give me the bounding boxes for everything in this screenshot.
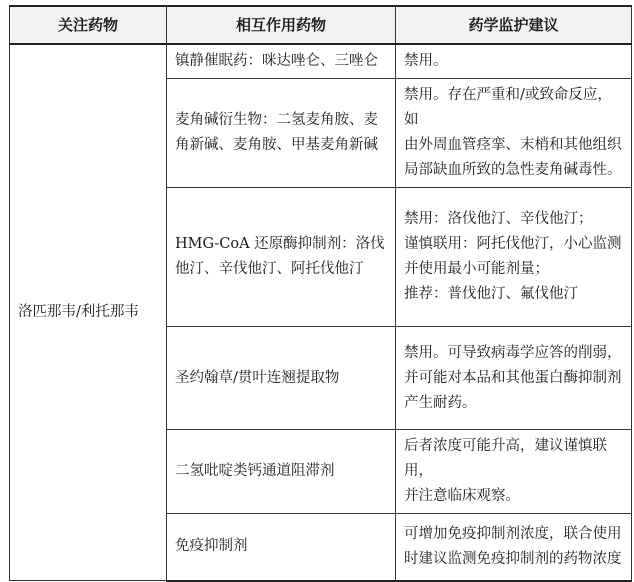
interacting-text: 麦角碱衍生物：二氢麦角胺、麦 bbox=[175, 112, 378, 128]
advice-text: 禁用：洛伐他汀、辛伐他汀； bbox=[404, 211, 593, 227]
advice-cell bbox=[396, 327, 632, 430]
advice-cell bbox=[396, 188, 632, 327]
advice-text: 推荐：普伐他汀、氟伐他汀 bbox=[404, 286, 578, 302]
interacting-text: 圣约翰草/贯叶连翘提取物 bbox=[175, 369, 340, 386]
table-header-row bbox=[10, 6, 632, 44]
interacting-drug-cell bbox=[167, 188, 396, 327]
interacting-drug-cell bbox=[167, 514, 396, 581]
advice-cell bbox=[396, 514, 632, 581]
interacting-text: 他汀、辛伐他汀、阿托伐他汀 bbox=[175, 261, 364, 277]
header-focus-drug: 关注药物 bbox=[10, 6, 167, 44]
table-row bbox=[10, 44, 632, 79]
header-interacting-drug: 相互作用药物 bbox=[167, 6, 396, 44]
advice-text: 并使用最小可能剂量； bbox=[404, 261, 549, 277]
advice-text: 禁用。 bbox=[404, 53, 448, 69]
focus-drug-name: 洛匹那韦/利托那韦 bbox=[18, 304, 139, 320]
advice-text: 由外周血管痉挛、末梢和其他组织 bbox=[404, 137, 622, 153]
interacting-drug-cell bbox=[167, 44, 396, 79]
focus-drug-cell bbox=[10, 44, 167, 581]
advice-text: 产生耐药。 bbox=[404, 394, 477, 411]
interacting-text: 角新碱、麦角胺、甲基麦角新碱 bbox=[175, 137, 378, 153]
interacting-text: 镇静催眠药：咪达唑仑、三唑仑 bbox=[175, 53, 378, 69]
header-pharmacy-advice: 药学监护建议 bbox=[396, 6, 632, 44]
interacting-text: HMG-CoA 还原酶抑制剂：洛伐 bbox=[175, 236, 385, 252]
drug-interaction-table bbox=[9, 5, 632, 582]
advice-cell bbox=[396, 44, 632, 79]
advice-text: 并可能对本品和其他蛋白酶抑制剂 bbox=[404, 369, 622, 386]
advice-text: 谨慎联用：阿托伐他汀，小心监测 bbox=[404, 236, 622, 252]
interacting-drug-cell bbox=[167, 79, 396, 188]
advice-text: 禁用。可导致病毒学应答的削弱， bbox=[404, 344, 622, 361]
advice-text: 并注意临床观察。 bbox=[404, 488, 520, 504]
advice-cell bbox=[396, 79, 632, 188]
advice-text: 可增加免疫抑制剂浓度，联合使用 bbox=[404, 525, 622, 542]
interacting-drug-cell bbox=[167, 327, 396, 430]
interacting-drug-cell bbox=[167, 430, 396, 514]
advice-text: 时建议监测免疫抑制剂的药物浓度 bbox=[404, 550, 622, 567]
advice-cell bbox=[396, 430, 632, 514]
advice-text: 后者浓度可能升高，建议谨慎联用， bbox=[404, 438, 607, 479]
interacting-text: 免疫抑制剂 bbox=[175, 538, 248, 555]
interacting-text: 二氢吡啶类钙通道阻滞剂 bbox=[175, 463, 335, 479]
advice-text: 禁用。存在严重和/或致命反应，如 bbox=[404, 87, 612, 128]
advice-text: 局部缺血所致的急性麦角碱毒性。 bbox=[404, 162, 622, 178]
